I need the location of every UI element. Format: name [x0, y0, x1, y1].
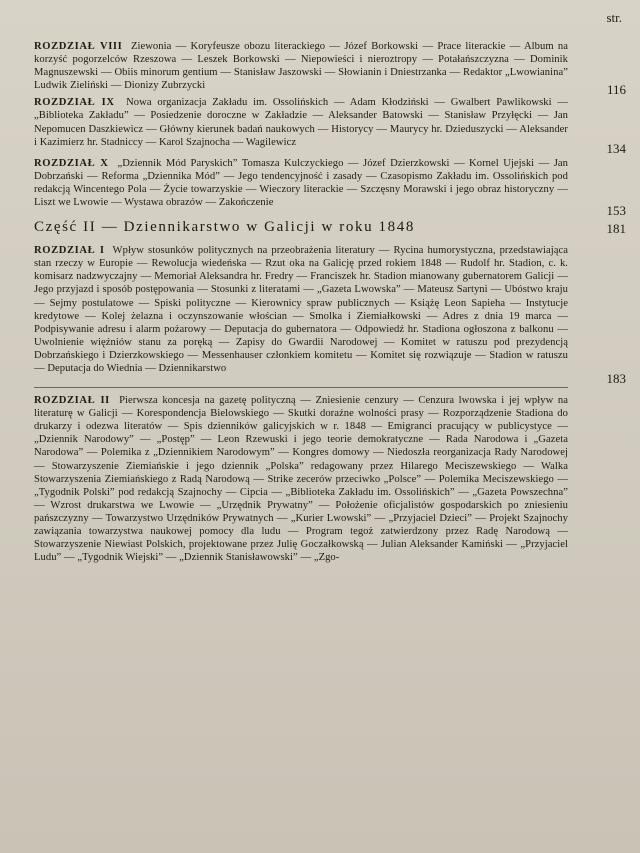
page-number: 153: [606, 203, 626, 219]
page-number: 181: [606, 221, 626, 237]
page-number: 134: [606, 140, 626, 156]
chapter-heading: ROZDZIAŁ I: [34, 245, 105, 257]
entry-text: [34, 96, 568, 148]
entry-text: [34, 157, 568, 209]
entry-text: [34, 394, 568, 564]
toc-entry-rozdzial-i[interactable]: [34, 244, 626, 387]
page-column-label: str.: [606, 10, 622, 25]
part-title: Część II — Dziennikarstwo w Galicji w roku 1848: [34, 219, 415, 236]
chapter-description: „Dziennik Mód Paryskich” Tomasza Kulczyckiego — Józef Dzierzkowski — Kornel Ujejski — Jan Dobrzański — Reforma „Dziennika Mód” — Jego tendencyjność i zasady — Czasopismo Zakładu im. Ossolińskich pod redakcją Wincentego Pola — Życie towarzyskie — Wieczory literackie — Szczęsny Morawski i jego obraz historyczny — Liszt we Lwowie — Wystawa obrazów — Zakończenie: [34, 157, 568, 209]
chapter-description: Wpływ stosunków politycznych na przeobrażenia literatury — Rycina humorystyczna, przedstawiająca stan rzeczy w Europie — Rewolucja wiedeńska — Rzut oka na Galicję przed rokiem 1848 — Rudolf hr. Stadion, c. k. komisarz nadzwyczajny — Memoriał Aleksandra hr. Fredry — Franciszek hr. Stadion mianowany gubernatorem Galicji — Jego przyjazd i sposób postępowania — Stosunki z literatami — „Gazeta Lwowska” — Mateusz Sartyni — Ubóstwo kraju — Sejmy postulatowe — Spiski polityczne — Kierownicy spraw publicznych — Książę Leon Sapieha — Instytucje kredytowe — Kolej żelazna i oczynszowanie włościan — Smolka i Ziemiałkowski — Adres z dnia 19 marca — Podpisywanie adresu i alarm pożarowy — Deputacja do gubernatora — Odpowiedź hr. Stadiona ogłoszona z balkonu — Uwolnienie więźniów stanu za poręką — Zapisy do Gwardii Narodowej — Komitet w ratuszu pod prezydencją Dobrzańskiego i Dzierzkowskiego — Messenhauser członkiem komitetu — Komitet się rozwiązuje — Stadion w ratuszu — Deputacja do Wiednia — Dziennikarstwo: [34, 245, 568, 374]
chapter-heading: ROZDZIAŁ VIII: [34, 41, 123, 52]
chapter-heading: ROZDZIAŁ IX: [34, 97, 115, 109]
chapter-heading: ROZDZIAŁ II: [34, 395, 110, 407]
page-number: 183: [606, 371, 626, 387]
toc-entry-rozdzial-ix[interactable]: [34, 96, 626, 156]
toc-entry-rozdzial-ii[interactable]: [34, 394, 626, 564]
page-number: 116: [606, 82, 626, 98]
chapter-heading: ROZDZIAŁ X: [34, 157, 109, 169]
chapter-description: Ziewonia — Koryfeusze obozu literackiego — Józef Borkowski — Prace literackie — Album na korzyść pogorzelców Rzeszowa — Leszek Borkowski — Niepowieści i nieroztropy — Potałańszczyzna — Dominik Magnuszewski — Obiis minorum gentium — Stanisław Jaszowski — Słowianin i Dniestrzanka — Redaktor „Lwowianina” Ludwik Zieliński — Dionizy Zubrzycki: [34, 41, 568, 92]
toc-entry-rozdzial-x[interactable]: [34, 157, 626, 219]
toc-entry-rozdzial-viii[interactable]: [34, 40, 626, 98]
entry-text: [34, 244, 568, 375]
chapter-description: Nowa organizacja Zakładu im. Ossolińskich — Adam Kłodziński — Gwalbert Pawlikowski — „Biblioteka Zakładu” — Posiedzenie doroczne w Zakładzie — Aleksander Batowski — Stanisław Przyłęcki — Jan Nepomucen Daszkiewicz — Główny kierunek badań naukowych — Historycy — Maurycy hr. Dzieduszycki — Aleksander i Kazimierz hr. Stadniccy — Karol Szajnocha — Wagilewicz: [34, 97, 568, 148]
part-two-heading[interactable]: [34, 219, 626, 236]
chapter-description: Pierwsza koncesja na gazetę polityczną — Zniesienie cenzury — Cenzura lwowska i jej wpływ na literaturę w Galicji — Korespondencja Bielowskiego — Skutki doraźne wolności prasy — Rozporządzenie Stadiona do drukarzy i odezwa literatów — Spis dzienników galicyjskich w r. 1848 — Emigranci pracujący w publicystyce — „Dziennik Narodowy” — „Postęp” — Leon Rzewuski i jego teorie demokratyczne — Rada Narodowa i „Gazeta Narodowa” — Polemika z „Dziennikiem Narodowym” — Kongres domowy — Niedoszła reorganizacja Rady Narodowej — Stowarzyszenie Ziemiańskie i jego dziennik „Polska” redagowany przez Hilarego Meciszewskiego — Walka Stowarzyszenia Ziemiańskiego z Radą Narodową — Strike zecerów przeciwko „Polsce” — Polemika Meciszewskiego — „Tygodnik Polski” pod redakcją Szajnochy — Cipcia — „Biblioteka Zakładu im. Ossolińskich” — „Gazeta Powszechna” — Wzrost drukarstwa we Lwowie — „Urzędnik Prywatny” — Położenie oficjalistów gospodarskich po zniesieniu pańszczyzny — Towarzystwo Urzędników Prywatnych — „Kurier Lwowski” — „Przyjaciel Dzieci” — Projekt Szajnochy zawiązania towarzystwa naukowej pomocy dla ludu — Program tegoż zatwierdzony przez Radę Narodową — Stowarzyszenie Niewiast Polskich, projektowane przez Julię Goczałkowską — Julian Aleksander Kamiński — „Przyjaciel Ludu” — „Tygodnik Wiejski” — „Dziennik Stanisławowski” — „Zgo-: [34, 395, 568, 564]
entry-text: [34, 40, 568, 92]
